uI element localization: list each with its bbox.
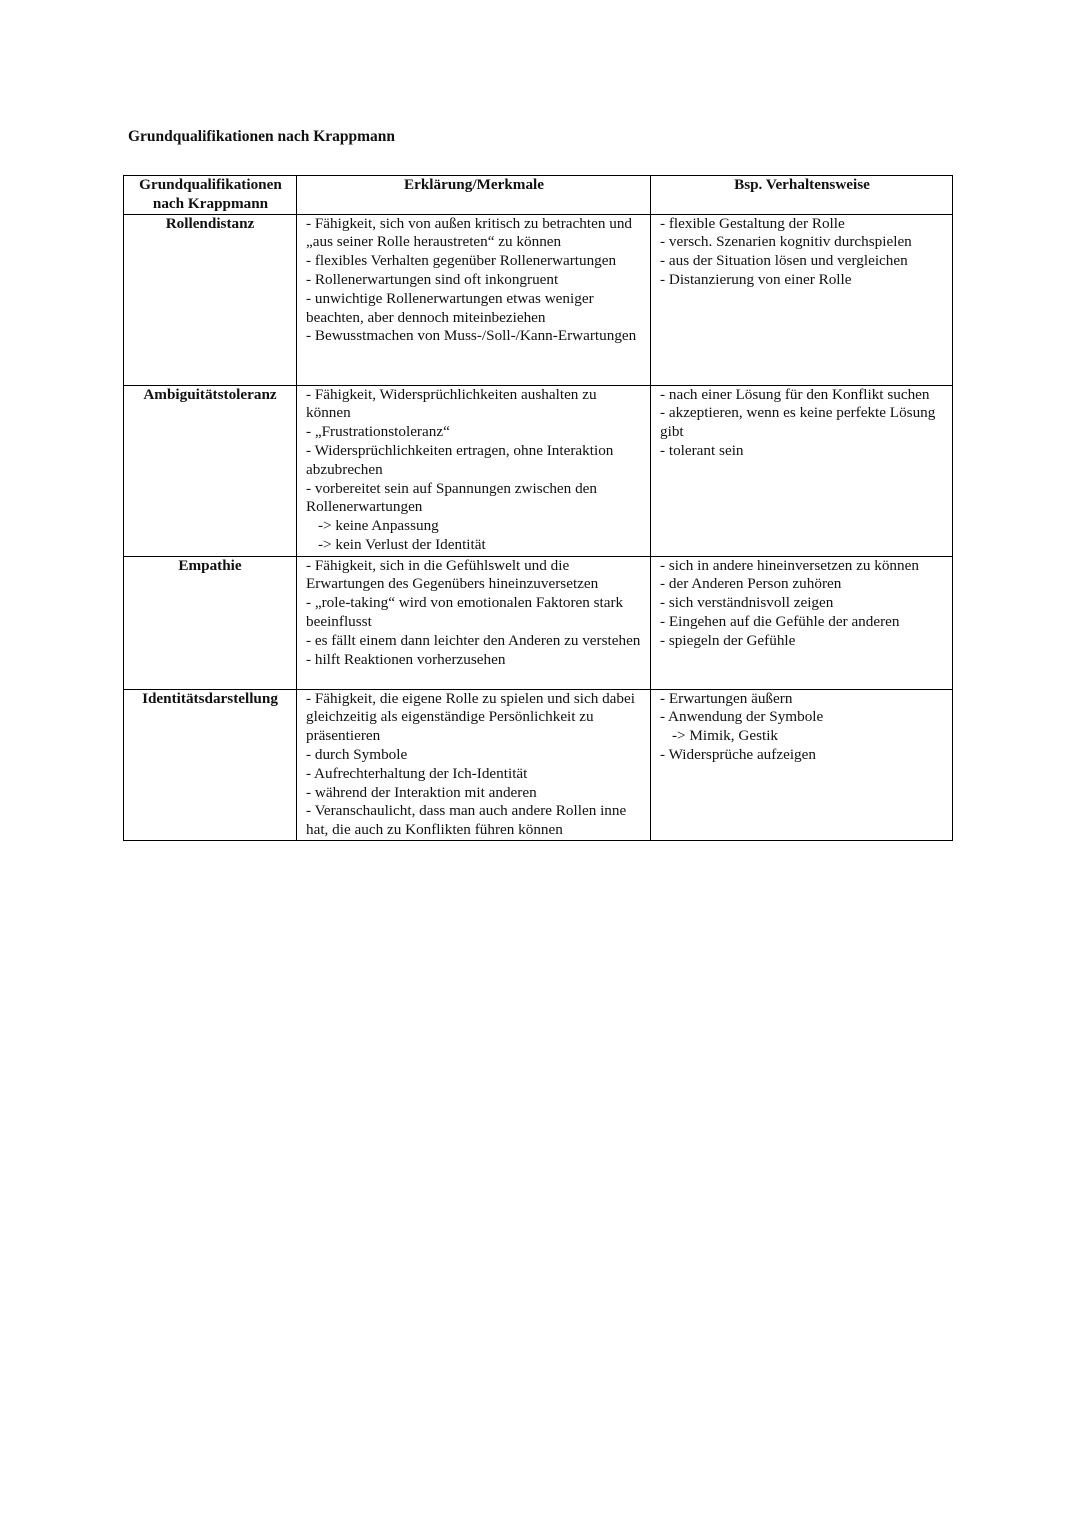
row-qualification: Rollendistanz bbox=[124, 214, 297, 385]
list-item: - Bewusstmachen von Muss-/Soll-/Kann-Erwartungen bbox=[306, 327, 637, 345]
list-item: - tolerant sein bbox=[660, 441, 744, 459]
list-item: - aus der Situation lösen und vergleichen bbox=[660, 252, 908, 270]
list-item: - Fähigkeit, sich von außen kritisch zu betrachten und „aus seiner Rolle heraustreten“ zu können bbox=[306, 214, 633, 251]
list-item: -> Mimik, Gestik bbox=[672, 727, 779, 745]
list-item: - unwichtige Rollenerwartungen etwas weniger beachten, aber dennoch miteinbeziehen bbox=[306, 289, 594, 326]
list-item: - flexible Gestaltung der Rolle bbox=[660, 214, 845, 232]
list-item: - Widersprüche aufzeigen bbox=[660, 745, 816, 763]
list-item: - „Frustrationstoleranz“ bbox=[306, 423, 450, 441]
list-item: - Veranschaulicht, dass man auch andere Rollen inne hat, die auch zu Konflikten führen können bbox=[306, 802, 627, 839]
list-item: - akzeptieren, wenn es keine perfekte Lösung gibt bbox=[660, 404, 936, 441]
list-item: -> keine Anpassung bbox=[318, 517, 439, 535]
list-item: - der Anderen Person zuhören bbox=[660, 575, 842, 593]
table-row bbox=[124, 385, 953, 556]
list-item: - „role-taking“ wird von emotionalen Faktoren stark beeinflusst bbox=[306, 594, 624, 630]
list-item: - es fällt einem dann leichter den Anderen zu verstehen bbox=[306, 631, 641, 649]
list-item: - während der Interaktion mit anderen bbox=[306, 783, 537, 801]
list-item: - Fähigkeit, die eigene Rolle zu spielen und sich dabei gleichzeitig als eigenständige Persönlichkeit zu präsentieren bbox=[306, 689, 635, 745]
list-item: - vorbereitet sein auf Spannungen zwischen den Rollenerwartungen bbox=[306, 479, 597, 516]
row-qualification: Identitätsdarstellung bbox=[124, 689, 297, 840]
list-item: - sich verständnisvoll zeigen bbox=[660, 594, 834, 612]
row-qualification: Empathie bbox=[124, 556, 297, 689]
row-behavior bbox=[651, 385, 953, 556]
row-explanation bbox=[297, 385, 651, 556]
list-item: - durch Symbole bbox=[306, 745, 408, 763]
header-explanation: Erklärung/Merkmale bbox=[297, 176, 651, 215]
row-qualification: Ambiguitätstoleranz bbox=[124, 385, 297, 556]
row-behavior bbox=[651, 556, 953, 689]
row-explanation bbox=[297, 556, 651, 689]
row-behavior bbox=[651, 214, 953, 385]
table-row bbox=[124, 214, 953, 385]
header-qualification: Grundqualifikationen nach Krappmann bbox=[124, 176, 297, 215]
list-item: - nach einer Lösung für den Konflikt suchen bbox=[660, 385, 930, 403]
row-behavior bbox=[651, 689, 953, 840]
qualifications-table bbox=[123, 175, 953, 841]
list-item: - Anwendung der Symbole bbox=[660, 708, 824, 726]
row-explanation bbox=[297, 214, 651, 385]
list-item: - hilft Reaktionen vorherzusehen bbox=[306, 650, 506, 668]
list-item: - Aufrechterhaltung der Ich-Identität bbox=[306, 764, 528, 782]
list-item: - Widersprüchlichkeiten ertragen, ohne Interaktion abzubrechen bbox=[306, 441, 614, 478]
list-item: - Erwartungen äußern bbox=[660, 689, 793, 707]
table-row bbox=[124, 689, 953, 840]
row-explanation bbox=[297, 689, 651, 840]
list-item: - Rollenerwartungen sind oft inkongruent bbox=[306, 270, 559, 288]
header-behavior: Bsp. Verhaltensweise bbox=[651, 176, 953, 215]
list-item: - Fähigkeit, Widersprüchlichkeiten aushalten zu können bbox=[306, 385, 597, 422]
list-item: - Fähigkeit, sich in die Gefühlswelt und die Erwartungen des Gegenübers hineinzuversetzen bbox=[306, 556, 599, 593]
table-header-row bbox=[124, 176, 953, 215]
list-item: - spiegeln der Gefühle bbox=[660, 631, 796, 649]
table-row bbox=[124, 556, 953, 689]
list-item: - versch. Szenarien kognitiv durchspielen bbox=[660, 233, 912, 251]
list-item: - flexibles Verhalten gegenüber Rollenerwartungen bbox=[306, 252, 617, 270]
list-item: - sich in andere hineinversetzen zu können bbox=[660, 556, 919, 574]
list-item: - Eingehen auf die Gefühle der anderen bbox=[660, 612, 900, 630]
list-item: - Distanzierung von einer Rolle bbox=[660, 270, 852, 288]
list-item: -> kein Verlust der Identität bbox=[318, 535, 486, 553]
page-title: Grundqualifikationen nach Krappmann bbox=[128, 128, 396, 145]
